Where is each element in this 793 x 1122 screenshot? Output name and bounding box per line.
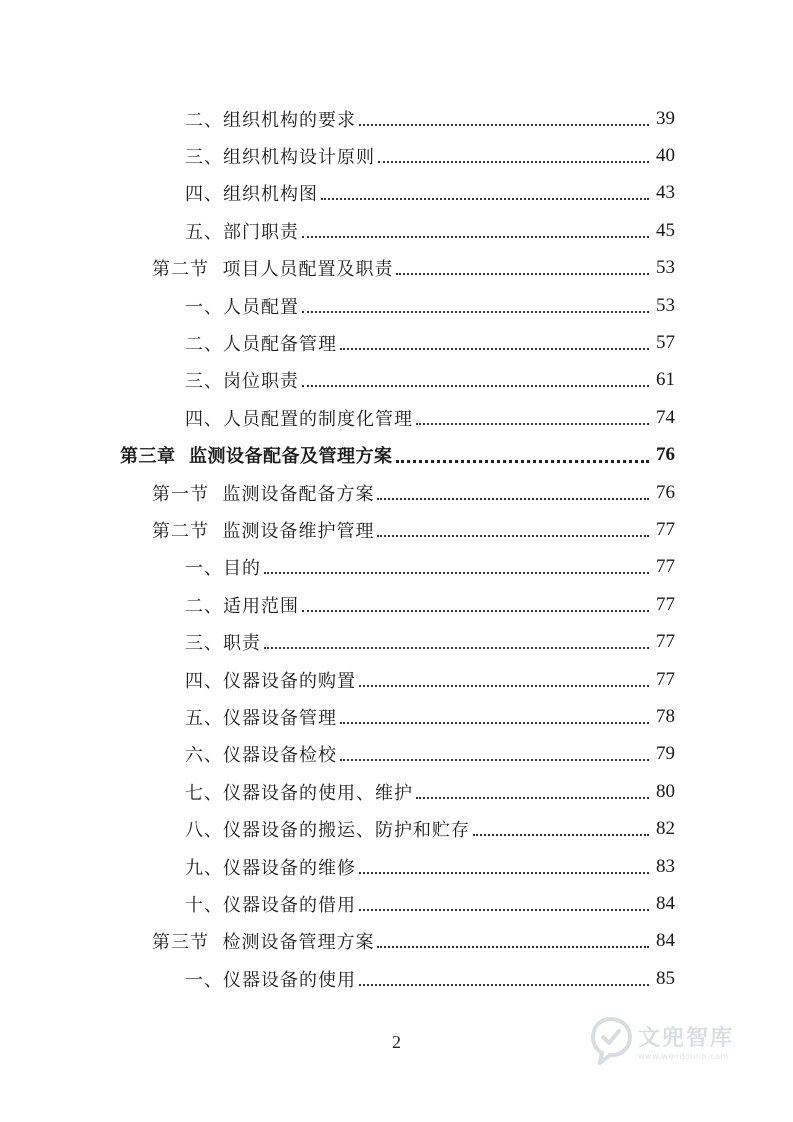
dot-leader xyxy=(416,423,649,425)
dot-leader xyxy=(416,797,649,799)
dot-leader xyxy=(359,685,649,687)
toc-entry-page: 40 xyxy=(656,145,675,167)
toc-entry-title: 五、仪器设备管理 xyxy=(185,707,337,729)
dot-leader xyxy=(340,348,649,350)
dot-leader xyxy=(396,273,649,275)
page-number: 2 xyxy=(392,1032,401,1052)
toc-entry-title: 五、部门职责 xyxy=(185,221,299,243)
toc-entry[interactable] xyxy=(0,362,793,399)
toc-entry[interactable] xyxy=(0,100,793,137)
toc-entry-title: 一、目的 xyxy=(185,558,261,580)
watermark xyxy=(588,1015,734,1067)
toc-entry-title: 七、仪器设备的使用、维护 xyxy=(185,782,413,804)
dot-leader xyxy=(359,984,649,986)
toc-entry[interactable] xyxy=(0,773,793,810)
toc-entry-page: 39 xyxy=(656,107,675,129)
table-of-contents xyxy=(0,100,793,997)
toc-entry[interactable] xyxy=(0,324,793,361)
toc-section-entry[interactable] xyxy=(0,923,793,960)
toc-chapter-entry[interactable] xyxy=(0,437,793,474)
toc-entry[interactable] xyxy=(0,960,793,997)
toc-entry-title: 六、仪器设备检校 xyxy=(185,745,337,767)
toc-entry[interactable] xyxy=(0,586,793,623)
dot-leader xyxy=(359,909,649,911)
dot-leader xyxy=(359,124,649,126)
toc-entry[interactable] xyxy=(0,399,793,436)
toc-entry-title: 第一节 监测设备配备方案 xyxy=(152,483,375,505)
toc-entry-title: 十、仪器设备的借用 xyxy=(185,894,356,916)
toc-entry-page: 53 xyxy=(656,257,675,279)
dot-leader xyxy=(302,610,649,612)
toc-entry[interactable] xyxy=(0,736,793,773)
toc-entry-title: 第二节 项目人员配置及职责 xyxy=(152,259,394,281)
toc-entry-page: 77 xyxy=(656,668,675,690)
toc-entry-title: 八、仪器设备的搬运、防护和贮存 xyxy=(185,820,470,842)
toc-entry-title: 第二节 监测设备维护管理 xyxy=(152,520,375,542)
toc-entry-page: 45 xyxy=(656,219,675,241)
dot-leader xyxy=(302,236,649,238)
toc-entry[interactable] xyxy=(0,137,793,174)
toc-entry-title: 三、组织机构设计原则 xyxy=(185,147,375,169)
toc-entry-page: 78 xyxy=(656,705,675,727)
toc-entry[interactable] xyxy=(0,549,793,586)
toc-entry-title: 九、仪器设备的维修 xyxy=(185,857,356,879)
toc-entry-title: 四、仪器设备的购置 xyxy=(185,670,356,692)
toc-entry-page: 77 xyxy=(656,593,675,615)
watermark-title: 文兜智库 xyxy=(638,1026,735,1051)
toc-entry-title: 二、人员配备管理 xyxy=(185,334,337,356)
dot-leader xyxy=(321,198,649,200)
toc-entry-page: 85 xyxy=(656,967,675,989)
toc-entry[interactable] xyxy=(0,810,793,847)
toc-entry-page: 77 xyxy=(656,518,675,540)
toc-entry-page: 61 xyxy=(656,369,675,391)
toc-entry-page: 83 xyxy=(656,855,675,877)
toc-entry[interactable] xyxy=(0,698,793,735)
toc-entry[interactable] xyxy=(0,885,793,922)
toc-section-entry[interactable] xyxy=(0,250,793,287)
toc-section-entry[interactable] xyxy=(0,474,793,511)
dot-leader xyxy=(396,460,649,463)
dot-leader xyxy=(377,946,649,948)
toc-entry-page: 77 xyxy=(656,556,675,578)
toc-entry-title: 第三节 检测设备管理方案 xyxy=(152,932,375,954)
watermark-url: www.wendoulib.com xyxy=(638,1052,729,1061)
toc-entry-title: 一、仪器设备的使用 xyxy=(185,969,356,991)
dot-leader xyxy=(302,385,649,387)
toc-entry[interactable] xyxy=(0,623,793,660)
toc-entry-page: 43 xyxy=(656,182,675,204)
dot-leader xyxy=(377,498,649,500)
toc-entry-page: 84 xyxy=(656,892,675,914)
toc-entry-page: 84 xyxy=(656,930,675,952)
toc-entry-title: 第三章 监测设备配备及管理方案 xyxy=(120,446,393,468)
toc-entry-page: 77 xyxy=(656,631,675,653)
toc-entry-title: 一、人员配置 xyxy=(185,296,299,318)
toc-entry-title: 二、组织机构的要求 xyxy=(185,109,356,131)
toc-entry[interactable] xyxy=(0,287,793,324)
toc-entry-page: 80 xyxy=(656,780,675,802)
dot-leader xyxy=(359,872,649,874)
toc-entry[interactable] xyxy=(0,212,793,249)
toc-entry-page: 76 xyxy=(656,444,675,466)
toc-entry-page: 76 xyxy=(656,481,675,503)
toc-section-entry[interactable] xyxy=(0,511,793,548)
toc-entry-page: 53 xyxy=(656,294,675,316)
dot-leader xyxy=(302,311,649,313)
toc-entry-title: 二、适用范围 xyxy=(185,595,299,617)
toc-entry[interactable] xyxy=(0,175,793,212)
toc-entry-page: 82 xyxy=(656,818,675,840)
toc-entry-page: 74 xyxy=(656,406,675,428)
dot-leader xyxy=(340,759,649,761)
toc-entry-title: 四、组织机构图 xyxy=(185,184,318,206)
dot-leader xyxy=(473,834,649,836)
toc-entry-title: 三、职责 xyxy=(185,633,261,655)
dot-leader xyxy=(264,572,649,574)
dot-leader xyxy=(340,722,649,724)
wendou-logo-icon xyxy=(588,1015,634,1067)
dot-leader xyxy=(377,535,649,537)
toc-entry[interactable] xyxy=(0,848,793,885)
toc-entry[interactable] xyxy=(0,661,793,698)
dot-leader xyxy=(378,161,649,163)
toc-entry-title: 四、人员配置的制度化管理 xyxy=(185,408,413,430)
toc-entry-title: 三、岗位职责 xyxy=(185,371,299,393)
toc-entry-page: 79 xyxy=(656,743,675,765)
toc-entry-page: 57 xyxy=(656,332,675,354)
dot-leader xyxy=(264,647,649,649)
